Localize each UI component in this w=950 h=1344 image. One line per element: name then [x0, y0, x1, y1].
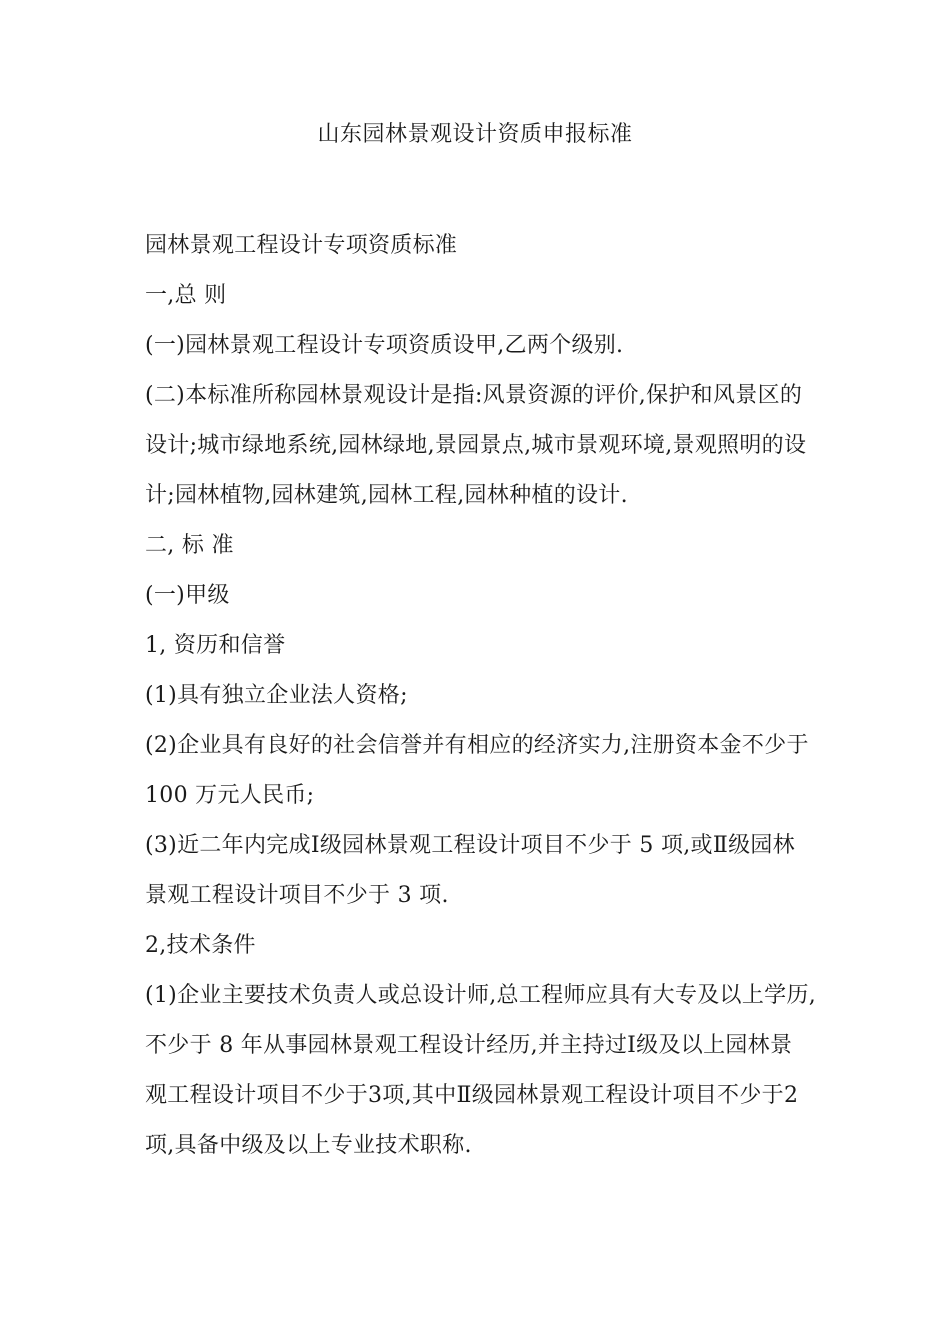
paragraph-line: 观工程设计项目不少于3项,其中Ⅱ级园林景观工程设计项目不少于2	[145, 1083, 799, 1108]
subsection-heading: (一)甲级	[145, 583, 230, 608]
chapter-heading: 一,总 则	[145, 283, 227, 308]
paragraph-line: 设计;城市绿地系统,园林绿地,景园景点,城市景观环境,景观照明的设	[145, 433, 807, 458]
chapter-heading: 二, 标 准	[145, 533, 234, 558]
section-heading: 园林景观工程设计专项资质标准	[145, 233, 458, 258]
paragraph-line: 项,具备中级及以上专业技术职称.	[145, 1133, 472, 1158]
paragraph-line: (1)企业主要技术负责人或总设计师,总工程师应具有大专及以上学历,	[145, 983, 817, 1008]
paragraph-line: (2)企业具有良好的社会信誉并有相应的经济实力,注册资本金不少于	[145, 733, 809, 758]
item-heading: 2,技术条件	[145, 933, 256, 958]
paragraph-line: (二)本标准所称园林景观设计是指:风景资源的评价,保护和风景区的	[145, 383, 803, 408]
paragraph-line: (一)园林景观工程设计专项资质设甲,乙两个级别.	[145, 333, 624, 358]
paragraph-line: 不少于 8 年从事园林景观工程设计经历,并主持过Ⅰ级及以上园林景	[145, 1033, 793, 1058]
item-heading: 1, 资历和信誉	[145, 633, 286, 658]
paragraph-line: (3)近二年内完成Ⅰ级园林景观工程设计项目不少于 5 项,或Ⅱ级园林	[145, 833, 795, 858]
paragraph-line: 景观工程设计项目不少于 3 项.	[145, 883, 449, 908]
paragraph-line: (1)具有独立企业法人资格;	[145, 683, 408, 708]
paragraph-line: 100 万元人民币;	[145, 783, 315, 808]
document-title: 山东园林景观设计资质申报标准	[317, 122, 633, 147]
paragraph-line: 计;园林植物,园林建筑,园林工程,园林种植的设计.	[145, 483, 628, 508]
document-body	[145, 221, 817, 1171]
